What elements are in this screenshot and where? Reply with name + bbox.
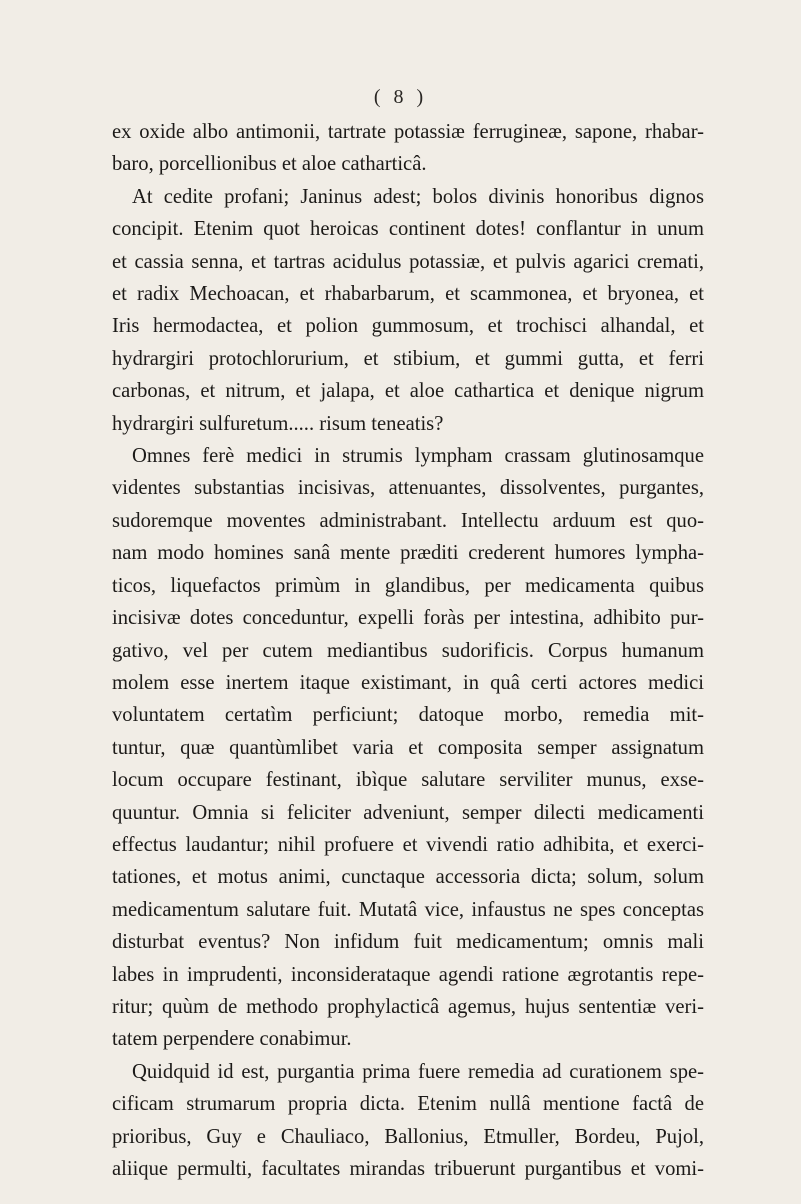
text-line: nam modo homines sanâ mente præditi crederent humores lympha- [112,542,704,565]
text-line: ex oxide albo antimonii, tartrate potassiæ ferrugineæ, sapone, rhabar- [112,121,704,143]
text-line: cificam strumarum propria dicta. Etenim nullâ mentione factâ de [112,1093,704,1116]
text-line: tuntur, quæ quantùmlibet varia et composita semper assignatum [112,736,704,759]
text-line: effectus laudantur; nihil profuere et vivendi ratio adhibita, et exerci- [112,833,704,856]
body-text [112,116,704,1185]
text-line: At cedite profani; Janinus adest; bolos divinis honoribus dignos [132,185,704,208]
text-line: medicamentum salutare fuit. Mutatâ vice, infaustus ne spes conceptas [112,898,704,921]
text-line: carbonas, et nitrum, et jalapa, et aloe cathartica et denique nigrum [112,380,704,403]
text-line: labes in imprudenti, inconsiderataque agendi ratione ægrotantis repe- [112,963,704,986]
text-line: disturbat eventus? Non infidum fuit medicamentum; omnis mali [112,931,704,954]
text-line: molem esse inertem itaque existimant, in quâ certi actores medici [112,671,704,694]
text-line: incisivæ dotes conceduntur, expelli foràs per intestina, adhibito pur- [112,607,704,630]
text-line: tatem perpendere conabimur. [112,1028,352,1051]
text-line: videntes substantias incisivas, attenuantes, dissolventes, purgantes, [112,477,704,500]
text-line: et radix Mechoacan, et rhabarbarum, et scammonea, et bryonea, et [112,283,704,306]
text-line: Omnes ferè medici in strumis lympham crassam glutinosamque [132,445,704,468]
text-line: hydrargiri protochlorurium, et stibium, et gummi gutta, et ferri [112,347,704,370]
text-line: tationes, et motus animi, cunctaque accessoria dicta; solum, solum [112,866,704,889]
text-line: aliique permulti, facultates mirandas tribuerunt purgantibus et vomi- [112,1158,704,1180]
text-line: et cassia senna, et tartras acidulus potassiæ, et pulvis agarici cremati, [112,250,704,273]
text-line: quuntur. Omnia si feliciter adveniunt, semper dilecti medicamenti [112,801,704,824]
text-line: Quidquid id est, purgantia prima fuere remedia ad curationem spe- [132,1060,704,1083]
text-line: ritur; quùm de methodo prophylacticâ agemus, hujus sententiæ veri- [112,995,704,1018]
text-line: Iris hermodactea, et polion gummosum, et trochisci alhandal, et [112,315,704,338]
text-line: gativo, vel per cutem mediantibus sudorificis. Corpus humanum [112,639,704,662]
text-line: ticos, liquefactos primùm in glandibus, per medicamenta quibus [112,574,704,597]
text-line: voluntatem certatìm perficiunt; datoque morbo, remedia mit- [112,704,704,727]
text-line: hydrargiri sulfuretum..... risum teneatis? [112,412,444,435]
text-line: locum occupare festinant, ibìque salutare serviliter munus, exse- [112,769,704,792]
text-line: prioribus, Guy e Chauliaco, Ballonius, Etmuller, Bordeu, Pujol, [112,1125,704,1148]
text-line: baro, porcellionibus et aloe catharticâ. [112,153,427,176]
text-line: concipit. Etenim quot heroicas continent dotes! conflantur in unum [112,218,704,241]
page-number: ( 8 ) [373,86,428,108]
text-line: sudoremque moventes administrabant. Intellectu arduum est quo- [112,509,704,532]
